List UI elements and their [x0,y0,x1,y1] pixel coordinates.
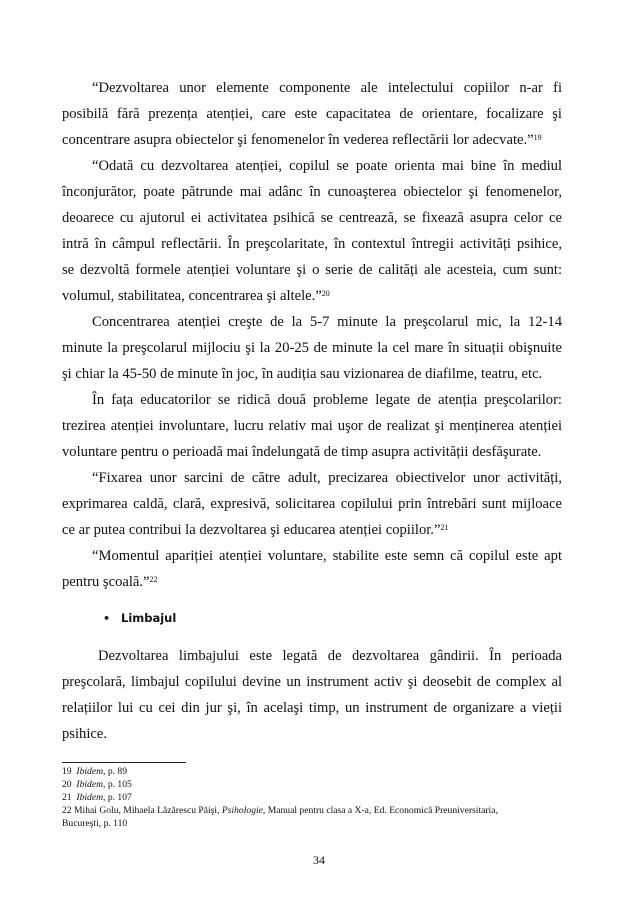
text-line: exprimarea caldă, clară, expresivă, solicitarea copilului prin întrebări sunt mijloace [62,496,562,512]
text-line: se dezvoltă formele atenției voluntare şi o serie de calități ale acesteia, cum sunt: [62,262,562,278]
text-line: “Momentul apariției atenției voluntare, stabilite este semn că copilul este apt [92,548,562,564]
footnote-title: Ibidem [76,792,104,803]
footnote-continuation: Bucureşti, p. 110 [62,818,128,829]
footnote-ref: 22 [149,575,158,584]
text-line: pentru şcoală.”$^{22}$ [62,574,158,590]
text-line: Dezvoltarea limbajului este legată de dezvoltarea gândirii. În perioada [98,648,562,664]
text-line: ce ar putea contribui la dezvoltarea şi educarea atenției copiilor.”$^{21}$ [62,522,449,538]
text-line: trezirea atenției involuntare, lucru relativ mai uşor de realizat şi menținerea atenției [62,418,562,434]
text-line: şi chiar la 45-50 de minute în joc, în audiția sau vizionarea de diafilme, teatru, etc. [62,366,543,382]
footnote-text: , Manual pentru clasa a X-a, Ed. Economică Preuniversitaria, [262,805,498,816]
footnote-ref: 21 [440,523,449,532]
footnote-ref: 19 [533,133,542,142]
footnote-text: , p. 89 [103,766,128,777]
footnote-separator [62,762,186,763]
section-heading [103,611,176,625]
text-line: psihice. [62,726,107,742]
text-line: Concentrarea atenției creşte de la 5-7 minute la preşcolarul mic, la 12-14 [92,314,562,330]
footnote-ref: 20 [321,289,330,298]
footnote-number: 20 [62,779,72,790]
footnote-number: 22 [62,805,72,816]
footnote-title: Ibidem [76,766,104,777]
text-line: relațiilor lui cu cei din jur şi, în acelaşi timp, un instrument de organizare a vieții [62,700,562,716]
text-line: preşcolară, limbajul copilului devine un instrument activ şi deosebit de complex al [62,674,562,690]
footnote-title: Psihologie [221,805,263,816]
text-line: volumul, stabilitatea, concentrarea şi altele.”$^{20}$ [62,288,330,304]
text-line: În fața educatorilor se ridică două probleme legate de atenția preşcolarilor: [92,392,562,408]
text-line: înconjurător, poate pătrunde mai adânc în cunoaşterea obiectelor şi fenomenelor, [62,184,562,200]
text-line: intră în câmpul reflectării. În preşcolaritate, în contextul întregii activități psihice, [62,236,562,252]
text-line: posibilă fără prezența atenției, care este capacitatea de orientare, focalizare şi [62,106,562,122]
footnote-text: , p. 107 [103,792,132,803]
footnote-title: Ibidem [76,779,104,790]
footnote-number: 19 [62,766,72,777]
page-number: 34 [313,853,325,867]
text-line: minute la preşcolarul mijlociu şi la 20-25 de minute la cel mare în situații obişnuite [62,340,562,356]
bullet-icon: • [103,612,111,625]
text-line: voluntare pentru o perioadă mai îndelungată de timp asupra activității desfăşurate. [62,444,542,460]
footnote [62,765,127,778]
footnote [62,804,498,817]
footnote-text: Mihai Golu, Mihaela Lăzărescu Păişi, [74,805,222,816]
text-line: “Fixarea unor sarcini de către adult, precizarea obiectivelor unor activități, [92,470,562,486]
footnote-text: , p. 105 [103,779,132,790]
footnote-number: 21 [62,792,72,803]
text-line: “Odată cu dezvoltarea atenției, copilul se poate orienta mai bine în mediul [92,158,562,174]
footnote [62,778,132,791]
text-line: deoarece cu ajutorul ei activitatea psihică se centrează, se fixează asupra celor ce [62,210,562,226]
text-line: “Dezvoltarea unor elemente componente ale intelectului copiilor n-ar fi [92,80,562,96]
footnote [62,791,132,804]
text-line: concentrare asupra obiectelor şi fenomenelor în vederea reflectării lor adecvate.”$^{19}$ [62,132,542,148]
section-heading-label: Limbajul [121,611,177,625]
